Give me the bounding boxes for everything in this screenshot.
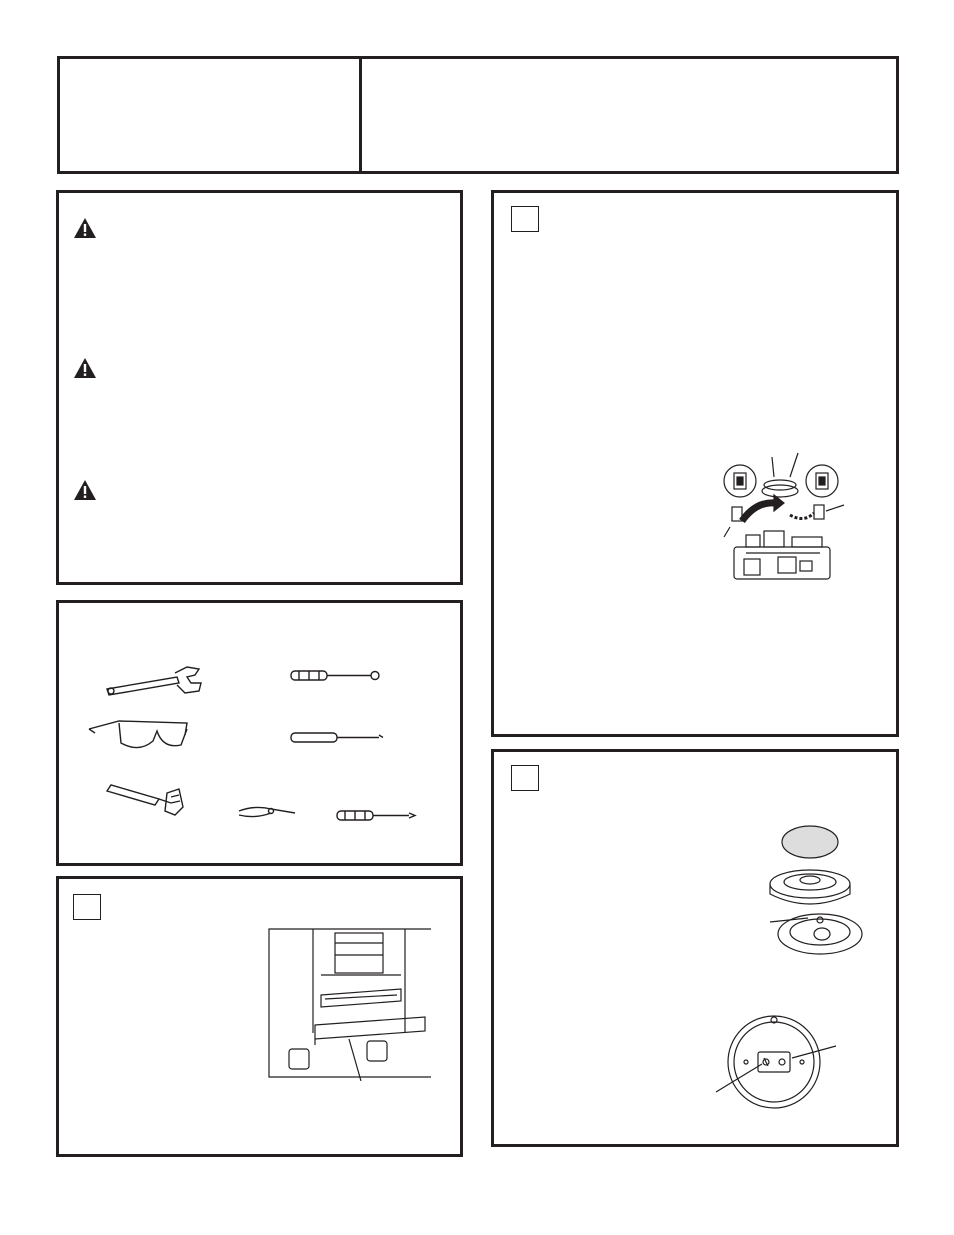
adjustable-wrench-icon [107,667,201,695]
nut-driver-icon [291,671,379,680]
step-2-number [511,206,539,232]
orifice-conversion-illustration [716,449,850,583]
step-1-number [73,894,101,920]
needle-nose-pliers-icon [239,807,295,816]
step-3-number [511,765,539,791]
header-left-panel [57,56,362,174]
burner-top-view-illustration [712,1008,838,1118]
tools-illustration [59,603,460,863]
warning-triangle-icon [73,217,97,239]
tools-panel [56,600,463,866]
warnings-panel [56,190,463,585]
step-2-panel [491,190,899,737]
step-1-panel [56,876,463,1157]
range-drawer-illustration [265,925,433,1081]
burner-assembly-illustration [764,824,874,970]
phillips-screwdriver-icon [337,811,415,820]
safety-glasses-icon [89,721,187,748]
socket-driver-icon [107,785,183,815]
header-right-panel [359,56,899,174]
flat-screwdriver-icon [291,733,383,742]
warning-triangle-icon [73,479,97,501]
step-3-panel [491,749,899,1147]
warning-triangle-icon [73,357,97,379]
